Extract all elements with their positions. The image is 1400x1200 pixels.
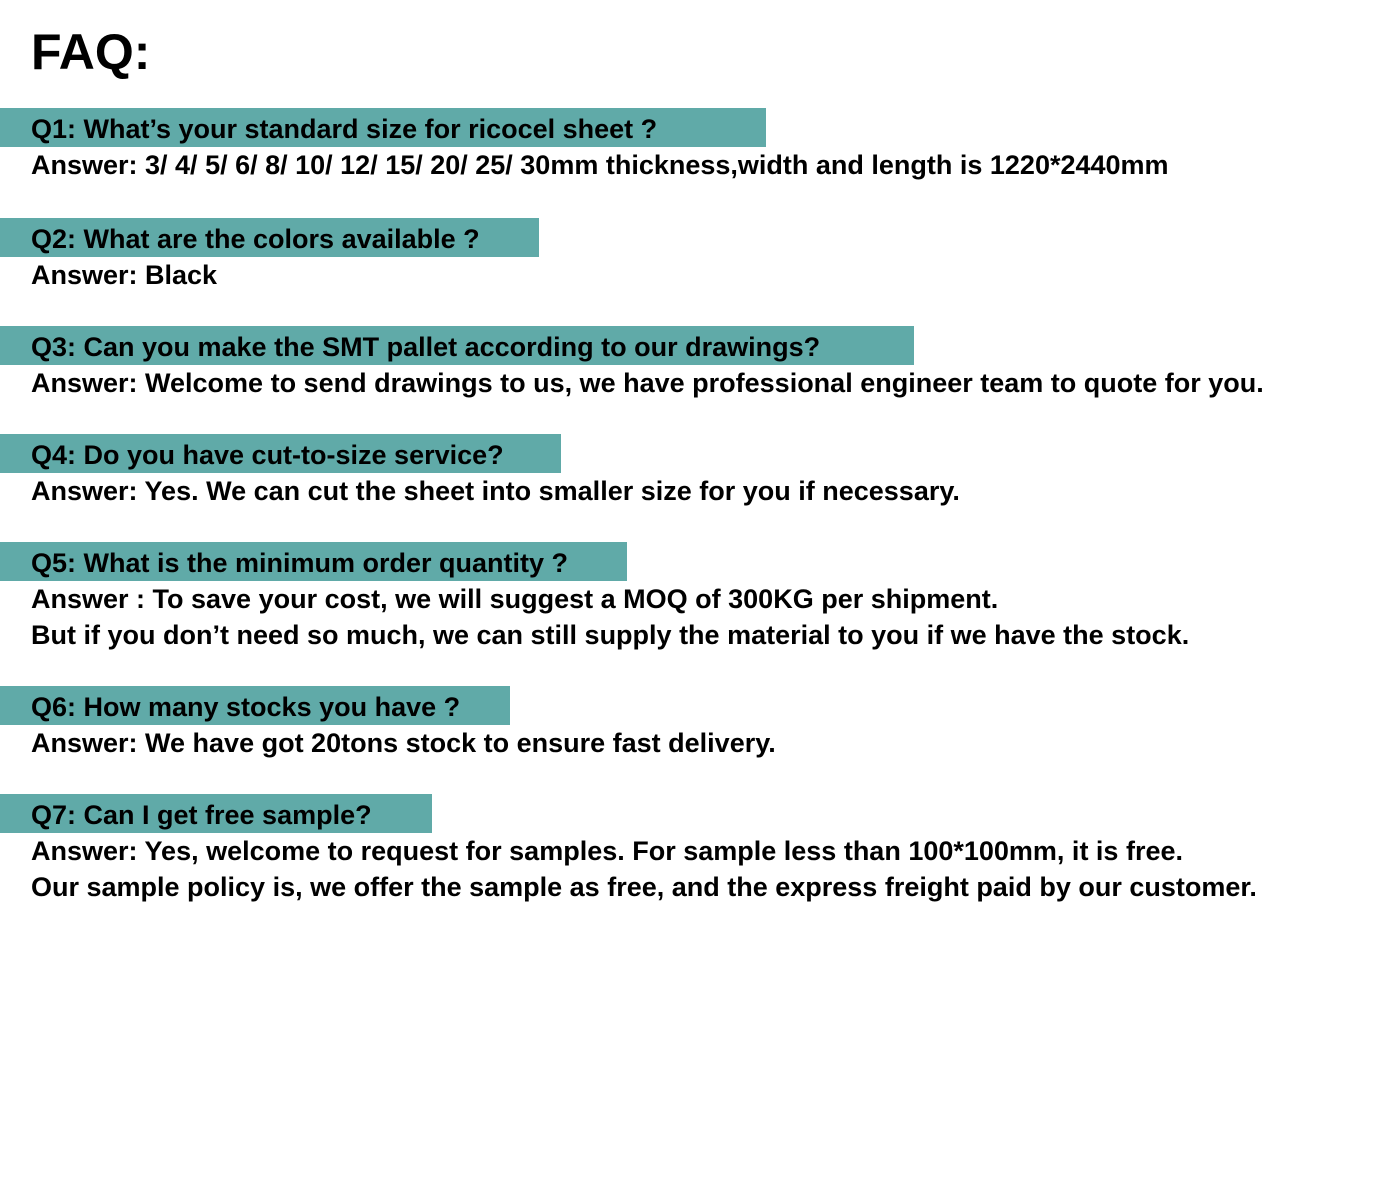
answer-text: But if you don’t need so much, we can still supply the material to you if we have the stock. [31, 620, 1190, 650]
answer-text: Answer: Welcome to send drawings to us, we have professional engineer team to quote for you. [31, 368, 1264, 398]
answer-text: Answer: We have got 20tons stock to ensure fast delivery. [31, 728, 776, 758]
answer-text: Our sample policy is, we offer the sample as free, and the express freight paid by our customer. [31, 872, 1257, 902]
faq-item-6 [0, 686, 776, 761]
faq-item-3 [0, 326, 1264, 401]
answer-text: Answer: Black [31, 260, 218, 290]
answer-text: Answer : To save your cost, we will suggest a MOQ of 300KG per shipment. [31, 584, 999, 614]
question-text: Q5: What is the minimum order quantity ? [31, 548, 569, 578]
question-bar [0, 542, 627, 581]
faq-item-1 [0, 108, 1169, 183]
question-text: Q3: Can you make the SMT pallet according to our drawings? [31, 332, 821, 362]
question-text: Q6: How many stocks you have ? [31, 692, 461, 722]
question-text: Q1: What’s your standard size for ricocel sheet ? [31, 114, 658, 144]
faq-item-2 [0, 218, 539, 293]
question-bar [0, 326, 914, 365]
question-text: Q4: Do you have cut-to-size service? [31, 440, 504, 470]
faq-item-5 [0, 542, 1189, 653]
page-title: FAQ: [31, 24, 151, 80]
question-text: Q2: What are the colors available ? [31, 224, 480, 254]
answer-text: Answer: Yes. We can cut the sheet into smaller size for you if necessary. [31, 476, 960, 506]
answer-text: Answer: 3/ 4/ 5/ 6/ 8/ 10/ 12/ 15/ 20/ 25/ 30mm thickness,width and length is 1220*2440mm [31, 150, 1169, 180]
question-bar [0, 108, 766, 147]
question-bar [0, 218, 539, 257]
question-text: Q7: Can I get free sample? [31, 800, 372, 830]
faq-item-4 [0, 434, 960, 509]
question-bar [0, 686, 510, 725]
question-bar [0, 434, 561, 473]
faq-item-7 [0, 794, 1257, 905]
answer-text: Answer: Yes, welcome to request for samples. For sample less than 100*100mm, it is free. [31, 836, 1183, 866]
question-bar [0, 794, 432, 833]
